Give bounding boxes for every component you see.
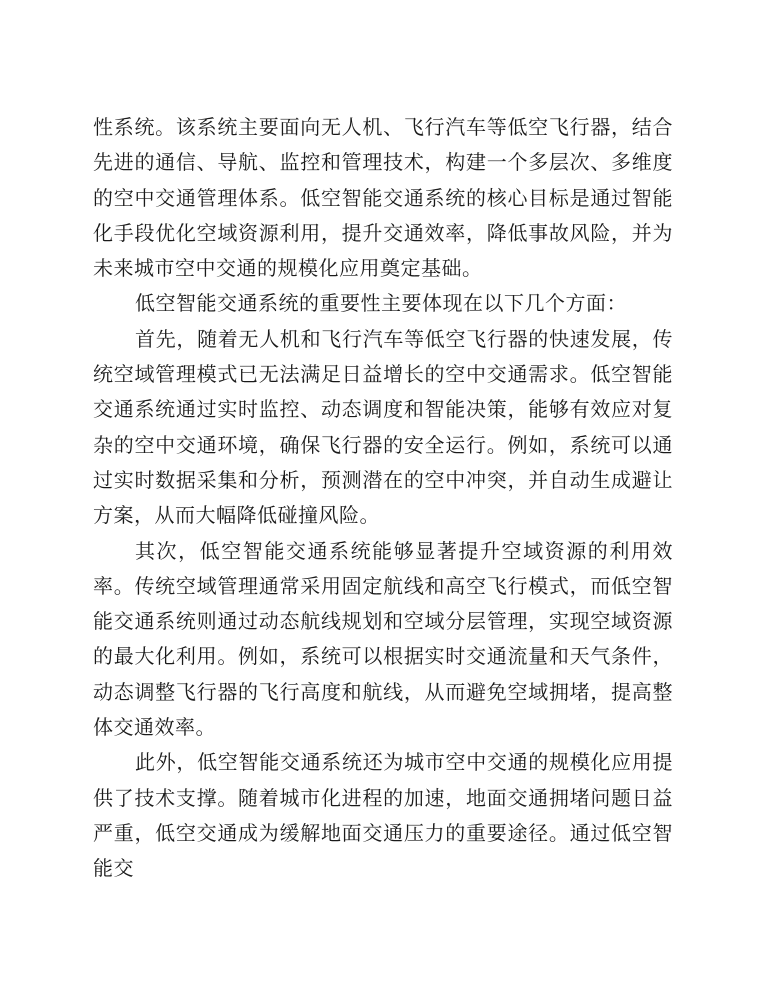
document-body [93, 110, 673, 887]
paragraph-1: 性系统。该系统主要面向无人机、飞行汽车等低空飞行器，结合先进的通信、导航、监控和管理技术，构建一个多层次、多维度的空中交通管理体系。低空智能交通系统的核心目标是通过智能化手段优化空域资源利用，提升交通效率，降低事故风险，并为未来城市空中交通的规模化应用奠定基础。 [93, 115, 673, 281]
paragraph-2: 低空智能交通系统的重要性主要体现在以下几个方面： [135, 291, 627, 316]
paragraph-4: 其次，低空智能交通系统能够显著提升空域资源的利用效率。传统空域管理通常采用固定航线和高空飞行模式，而低空智能交通系统则通过动态航线规划和空域分层管理，实现空域资源的最大化利用。例如，系统可以根据实时交通流量和天气条件，动态调整飞行器的飞行高度和航线，从而避免空域拥堵，提高整体交通效率。 [93, 538, 673, 740]
paragraph-5: 此外，低空智能交通系统还为城市空中交通的规模化应用提供了技术支撑。随着城市化进程的加速，地面交通拥堵问题日益严重，低空交通成为缓解地面交通压力的重要途径。通过低空智能交 [93, 750, 673, 881]
paragraph-3: 首先，随着无人机和飞行汽车等低空飞行器的快速发展，传统空域管理模式已无法满足日益增长的空中交通需求。低空智能交通系统通过实时监控、动态调度和智能决策，能够有效应对复杂的空中交通环境，确保飞行器的安全运行。例如，系统可以通过实时数据采集和分析，预测潜在的空中冲突，并自动生成避让方案，从而大幅降低碰撞风险。 [93, 326, 673, 528]
